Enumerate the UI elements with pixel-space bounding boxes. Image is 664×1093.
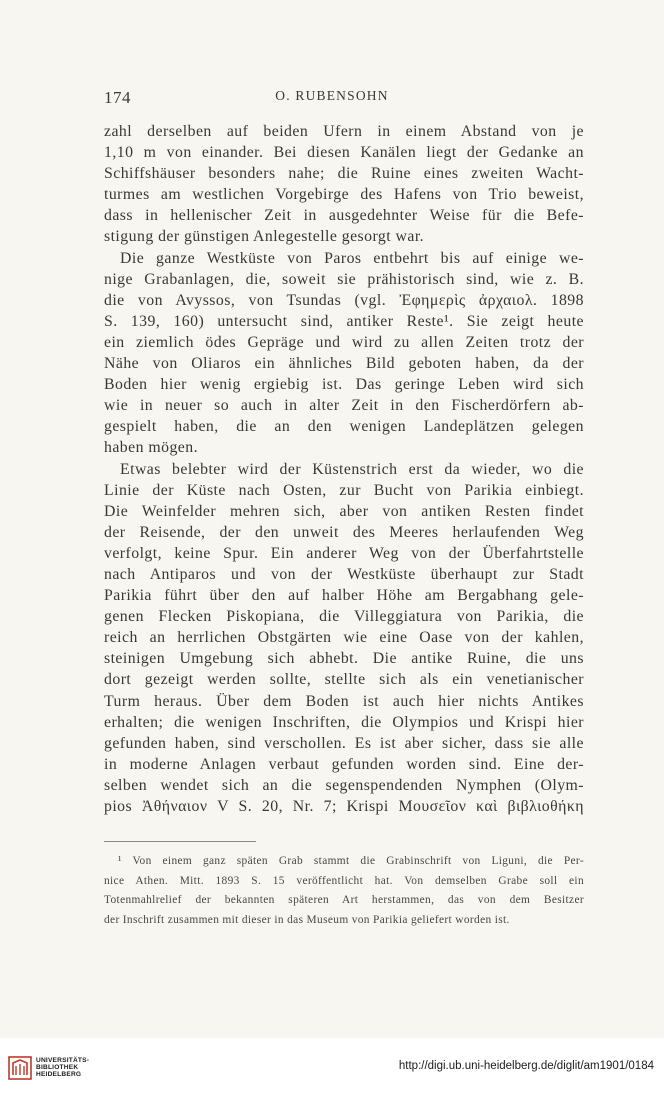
- footnote-line: Totenmahlrelief der bekannten späteren Art herstammen, das von dem Besitzer: [104, 894, 584, 907]
- body-line: pios Ἀθήναιον V S. 20, Nr. 7; Krispi Μουσεῖον καὶ βιβλιοθήκη: [104, 798, 584, 815]
- body-line: turmes am westlichen Vorgebirge des Hafens von Trio beweist,: [104, 186, 584, 204]
- footnote-separator: [104, 841, 256, 842]
- university-library-logo-icon[interactable]: [8, 1056, 32, 1080]
- body-line: erhalten; die wenigen Inschriften, die Olympios und Krispi hier: [104, 713, 584, 731]
- body-line: nach Antiparos und von der Westküste überhaupt zur Stadt: [104, 565, 584, 583]
- body-line: in moderne Anlagen verbaut gefunden worden sind. Eine der-: [104, 755, 584, 773]
- library-name-line: BIBLIOTHEK: [36, 1064, 79, 1072]
- library-name: [36, 1057, 89, 1079]
- body-line: verfolgt, keine Spur. Ein anderer Weg von der Überfahrtstelle: [104, 544, 584, 562]
- body-line: dort gezeigt werden sollte, stellte sich als ein venetianischer: [104, 671, 584, 689]
- body-line: Schiffshäuser besonders nahe; die Ruine eines zweiten Wacht-: [104, 165, 584, 183]
- body-line: Nähe von Oliaros ein ähnliches Bild geboten haben, da der: [104, 355, 584, 373]
- body-line: Parikia führt über den auf halber Höhe am Bergabhang gele-: [104, 587, 584, 605]
- body-line: Die Weinfelder mehren sich, aber von antiken Resten findet: [104, 502, 584, 520]
- body-line: haben mögen.: [104, 439, 199, 457]
- body-line: reich an herrlichen Obstgärten wie eine Oase von der kahlen,: [104, 629, 584, 647]
- body-line: stigung der günstigen Anlegestelle gesorgt war.: [104, 228, 425, 246]
- body-line: wie in neuer so auch in alter Zeit in den Fischerdörfern ab-: [104, 397, 584, 415]
- footnote-line: ¹ Von einem ganz späten Grab stammt die Grabinschrift von Liguni, die Per-: [118, 855, 584, 867]
- body-text: [104, 121, 584, 817]
- running-head: O. RUBENSOHN: [275, 88, 389, 103]
- body-line: steinigen Umgebung sich abhebt. Die antike Ruine, die uns: [104, 650, 584, 668]
- body-line: Die ganze Westküste von Paros entbehrt bis auf einige we-: [120, 249, 584, 267]
- body-line: Turm heraus. Über dem Boden ist auch hier nichts Antikes: [104, 692, 584, 710]
- body-line: zahl derselben auf beiden Ufern in einem Abstand von je: [104, 123, 584, 140]
- body-line: dass in hellenischer Zeit in ausgedehnter Weise für die Befe-: [104, 207, 584, 225]
- body-line: gespielt haben, die an den wenigen Landeplätzen gelegen: [104, 418, 584, 436]
- library-name-line: HEIDELBERG: [36, 1071, 82, 1079]
- footnotes: [104, 852, 584, 930]
- body-line: ein ziemlich ödes Gepräge und wird zu allen Zeiten trotz der: [104, 333, 584, 351]
- body-line: genen Flecken Piskopiana, die Villeggiatura von Parikia, die: [104, 608, 584, 626]
- footnote-line: der Inschrift zusammen mit dieser in das Museum von Parikia geliefert worden ist.: [104, 913, 510, 926]
- page-number: 174: [104, 88, 131, 107]
- body-line: gefunden haben, sind verschollen. Es ist aber sicher, dass sie alle: [104, 734, 584, 752]
- body-line: die von Avyssos, von Tsundas (vgl. Ἐφημερὶς ἀρχαιολ. 1898: [104, 291, 584, 309]
- body-line: Etwas belebter wird der Küstenstrich erst da wieder, wo die: [120, 460, 584, 478]
- body-line: selben wendet sich an die segenspendenden Nymphen (Olym-: [104, 776, 584, 794]
- body-line: Boden hier wenig ergiebig ist. Das geringe Leben wird sich: [104, 376, 584, 394]
- body-line: Linie der Küste nach Osten, zur Bucht von Parikia einbiegt.: [104, 481, 584, 499]
- body-line: der Reisende, der den unweit des Meeres herlaufenden Weg: [104, 523, 584, 541]
- library-name-line: UNIVERSITÄTS-: [36, 1057, 90, 1064]
- body-line: 1,10 m von einander. Bei diesen Kanälen liegt der Gedanke an: [104, 144, 584, 162]
- footnote-line: nice Athen. Mitt. 1893 S. 15 veröffentlicht hat. Von demselben Grabe soll ein: [104, 874, 584, 887]
- source-url-link[interactable]: http://digi.ub.uni-heidelberg.de/diglit/am1901/0184: [398, 1060, 654, 1072]
- footer-bar: [0, 1038, 664, 1093]
- body-line: nige Grabanlagen, die, soweit sie prähistorisch sind, wie z. B.: [104, 270, 584, 288]
- body-line: S. 139, 160) untersucht sind, antiker Reste¹. Sie zeigt heute: [104, 312, 584, 330]
